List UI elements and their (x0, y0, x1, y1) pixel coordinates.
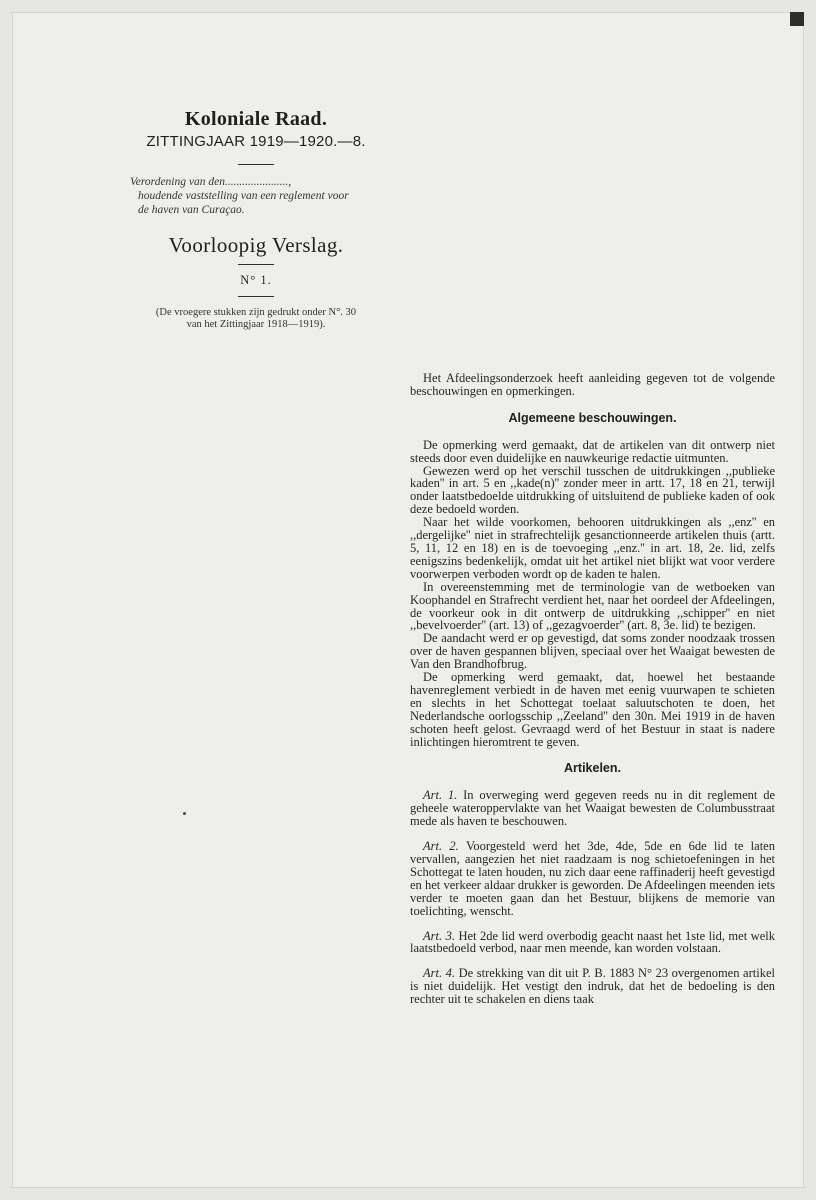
prior-documents-note (118, 307, 394, 331)
article-text: De strekking van dit uit P. B. 1883 N° 23 overgenomen artikel is niet duidelijk. Het vestigt den indruk, dat het de bedoeling is den rechter uit te schakelen en diens taak (410, 966, 775, 1007)
number-divider (238, 296, 274, 297)
article-paragraph (410, 840, 775, 917)
scan-corner-mark (790, 12, 804, 26)
general-paragraph: De opmerking werd gemaakt, dat de artikelen van dit ontwerp niet steeds door even duidelijke en nauwkeurige redactie uitmunten. (410, 437, 775, 465)
article-label: Art. 1. (423, 788, 464, 803)
regulation-line: houdende vaststelling van een reglement voor (138, 190, 349, 202)
session-year: ZITTINGJAAR 1919—1920.—8. (146, 133, 366, 150)
article-paragraph (410, 789, 775, 828)
intro-paragraph: Het Afdeelingsonderzoek heeft aanleiding gegeven tot de volgende beschouwingen en opmerkingen. (410, 371, 775, 398)
regulation-line: de haven van Curaçao. (138, 204, 245, 216)
report-title: Voorloopig Verslag. (168, 233, 344, 257)
article-label: Art. 3. (423, 928, 459, 943)
council-title: Koloniale Raad. (184, 108, 328, 130)
general-paragraph: In overeenstemming met de terminologie van de wetboeken van Koophandel en Strafrecht verdient het, naar het oordeel der Afdeelingen, de voorkeur ook in dit ontwerp de uitdrukking ,,schipper'' en niet ,,bevelvoerder'' (art. 13) of ,,gezagvoerder'' (art. 8, 3e. lid) te bezigen. (410, 579, 775, 633)
general-paragraph: De opmerking werd gemaakt, dat, hoewel het bestaande havenreglement verbiedt in de haven met eenig vuurwapen te schieten en slechts in het Schottegat toelaat saluutschoten te doen, het Nederlandsche oorlogsschip ,,Zeeland'' den 30n. Mei 1919 in de haven schoten heeft gelost. Gevraagd werd of het Bestuur in staat is nadere inlichtingen hieromtrent te geven. (410, 670, 775, 749)
document-page (12, 12, 804, 1188)
header-divider (238, 164, 274, 165)
article-label: Art. 4. (423, 966, 459, 981)
document-header (118, 108, 394, 331)
note-line: (De vroegere stukken zijn gedrukt onder N°. 30 (155, 307, 357, 318)
article-label: Art. 2. (423, 839, 467, 854)
general-heading: Algemeene beschouwingen. (508, 410, 677, 425)
article-text: In overweging werd gegeven reeds nu in dit reglement de geheele wateroppervlakte van het Waaigat bewesten de Columbusstraat mede als haven te beschouwen. (410, 788, 775, 829)
report-body (410, 372, 775, 1006)
general-paragraph: De aandacht werd er op gevestigd, dat soms zonder noodzaak trossen over de haven gespannen blijven, speciaal over het Waaigat bewesten de Van den Brandhofbrug. (410, 631, 775, 672)
article-paragraph (410, 930, 775, 956)
articles-heading: Artikelen. (564, 761, 621, 776)
note-line: van het Zittingjaar 1918—1919). (186, 319, 326, 330)
general-paragraph: Gewezen werd op het verschil tusschen de uitdrukkingen ,,publieke kaden'' in art. 5 en ,,kade(n)'' zonder meer in artt. 17, 18 en 21, terwijl onder laatstbedoelde uitdrukking of uitsluitend de publieke kaden of ook deze bedoeld worden. (410, 463, 775, 517)
report-number: N° 1. (240, 273, 272, 287)
article-text: Het 2de lid werd overbodig geacht naast het 1ste lid, met welk laatstbedoeld verbod, naar men meende, kan worden volstaan. (410, 928, 775, 956)
general-paragraph: Naar het wilde voorkomen, behooren uitdrukkingen als ,,enz'' en ,,dergelijke'' niet in strafrechtelijk gesanctionneerde artikelen thuis (artt. 5, 11, 12 en 18) en is de toevoeging ,,enz.'' in art. 18, 2e. lid, zelfs eenigszins bedenkelijk, omdat uit het artikel niet blijkt wat voor verdere voorwerpen verboden wordt op de kaden te halen. (410, 515, 775, 581)
ink-speck (183, 812, 186, 815)
regulation-line: Verordening van den......................, (130, 176, 292, 188)
article-paragraph (410, 967, 775, 1006)
title-divider (238, 264, 274, 265)
regulation-title (118, 175, 394, 217)
article-text: Voorgesteld werd het 3de, 4de, 5de en 6de lid te laten vervallen, aangezien het niet raadzaam is nog schietoefeningen in het Schottegat te laten houden, nu zich daar eene raffinaderij heeft gevestigd en het verkeer aldaar drukker is geworden. De Afdeelingen meenden iets verder te moeten gaan dan het Bestuur, blijkens de memorie van toelichting, wenscht. (410, 839, 775, 918)
